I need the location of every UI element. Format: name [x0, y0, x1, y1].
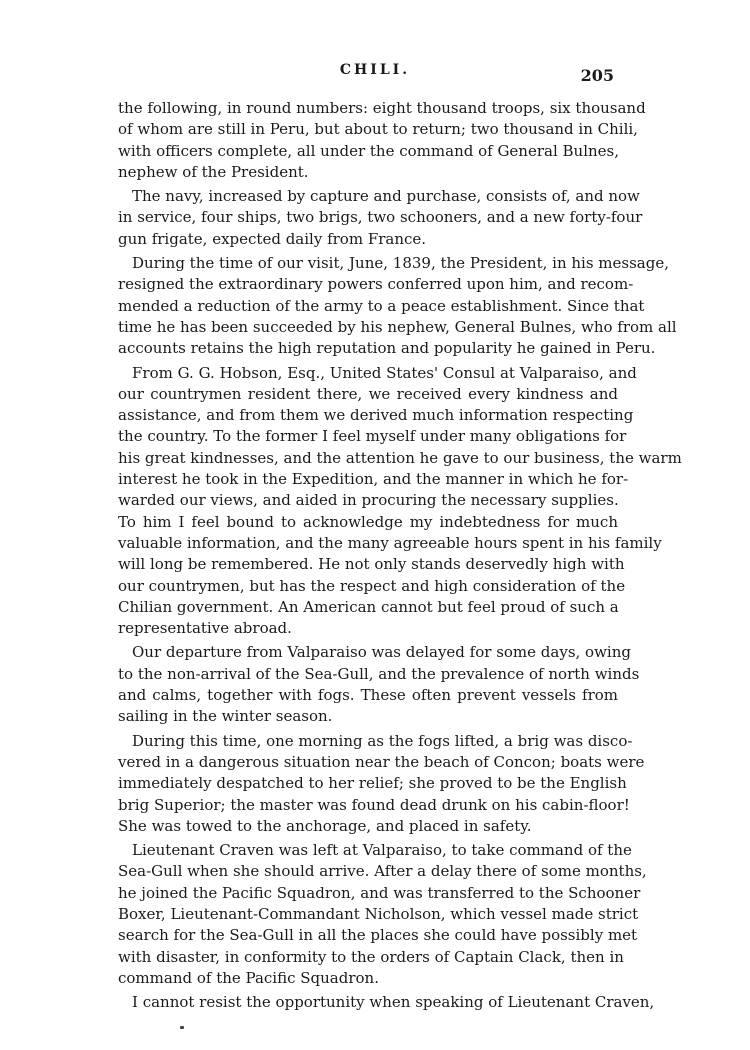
paragraph [118, 642, 640, 727]
paragraph [118, 731, 645, 837]
text-line: Chilian government. An American cannot but feel proud of such a [118, 597, 619, 616]
text-line: the country. To the former I feel myself under many obligations for [118, 427, 627, 446]
text-line: I cannot resist the opportunity when speaking of Lieutenant Craven, [132, 993, 655, 1012]
text-line: interest he took in the Expedition, and the manner in which he for- [118, 470, 629, 489]
text-line: our countrymen, but has the respect and high consideration of the [118, 576, 626, 595]
text-line: with officers complete, all under the command of General Bulnes, [118, 141, 620, 160]
text-line: will long be remembered. He not only stands deservedly high with [118, 555, 625, 574]
paragraph [118, 992, 655, 1013]
text-line: Lieutenant Craven was left at Valparaiso, to take command of the [132, 841, 632, 860]
page-number: 205 [580, 66, 614, 85]
text-line: our countrymen resident there, we received every kindness and [118, 384, 618, 403]
text-line: the following, in round numbers: eight thousand troops, six thousand [118, 99, 646, 117]
text-line: mended a reduction of the army to a peace establishment. Since that [118, 296, 645, 315]
text-line: representative abroad. [118, 619, 292, 638]
text-line: She was towed to the anchorage, and placed in safety. [118, 816, 532, 835]
text-line: assistance, and from them we derived much information respecting [118, 406, 634, 425]
text-line: warded our views, and aided in procuring the necessary supplies. [118, 491, 619, 510]
paragraph [118, 253, 677, 359]
text-line: nephew of the President. [118, 162, 309, 181]
text-line: to the non-arrival of the Sea-Gull, and the prevalence of north winds [118, 664, 640, 683]
printer-mark [180, 1026, 184, 1029]
text-line: valuable information, and the many agreeable hours spent in his family [118, 533, 662, 552]
text-line: resigned the extraordinary powers conferred upon him, and recom- [118, 275, 634, 294]
text-line: The navy, increased by capture and purchase, consists of, and now [132, 187, 640, 206]
text-line: accounts retains the high reputation and popularity he gained in Peru. [118, 339, 656, 358]
paragraph [118, 840, 647, 989]
text-line: search for the Sea-Gull in all the places she could have possibly met [118, 926, 638, 945]
paragraph [118, 186, 643, 250]
text-line: Sea-Gull when she should arrive. After a delay there of some months, [118, 862, 647, 881]
paragraph [118, 363, 682, 640]
text-line: From G. G. Hobson, Esq., United States' Consul at Valparaiso, and [132, 363, 637, 382]
text-line: his great kindnesses, and the attention he gave to our business, the warm [118, 448, 682, 467]
text-line: he joined the Pacific Squadron, and was transferred to the Schooner [118, 883, 641, 902]
text-line: immediately despatched to her relief; she proved to be the English [118, 774, 627, 793]
text-line: command of the Pacific Squadron. [118, 968, 379, 987]
text-line: Our departure from Valparaiso was delayed for some days, owing [132, 643, 631, 662]
text-line: in service, four ships, two brigs, two schooners, and a new forty-four [118, 208, 643, 227]
text-line: time he has been succeeded by his nephew, General Bulnes, who from all [118, 317, 677, 336]
text-line: brig Superior; the master was found dead drunk on his cabin-floor! [118, 795, 630, 814]
text-line: During this time, one morning as the fogs lifted, a brig was disco- [132, 731, 633, 750]
text-line: with disaster, in conformity to the orders of Captain Clack, then in [118, 947, 624, 966]
text-line: of whom are still in Peru, but about to return; two thousand in Chili, [118, 120, 638, 139]
text-line: To him I feel bound to acknowledge my indebtedness for much [118, 512, 618, 531]
paragraph [118, 98, 646, 183]
text-line: and calms, together with fogs. These often prevent vessels from [118, 686, 618, 705]
running-head [0, 60, 750, 84]
text-line: vered in a dangerous situation near the beach of Concon; boats were [118, 752, 645, 771]
text-line: During the time of our visit, June, 1839, the President, in his message, [132, 254, 669, 273]
running-title: CHILI. [339, 62, 411, 78]
text-line: Boxer, Lieutenant-Commandant Nicholson, which vessel made strict [118, 904, 639, 923]
text-line: sailing in the winter season. [118, 707, 333, 726]
text-line: gun frigate, expected daily from France. [118, 229, 427, 248]
body-text [118, 98, 682, 1016]
